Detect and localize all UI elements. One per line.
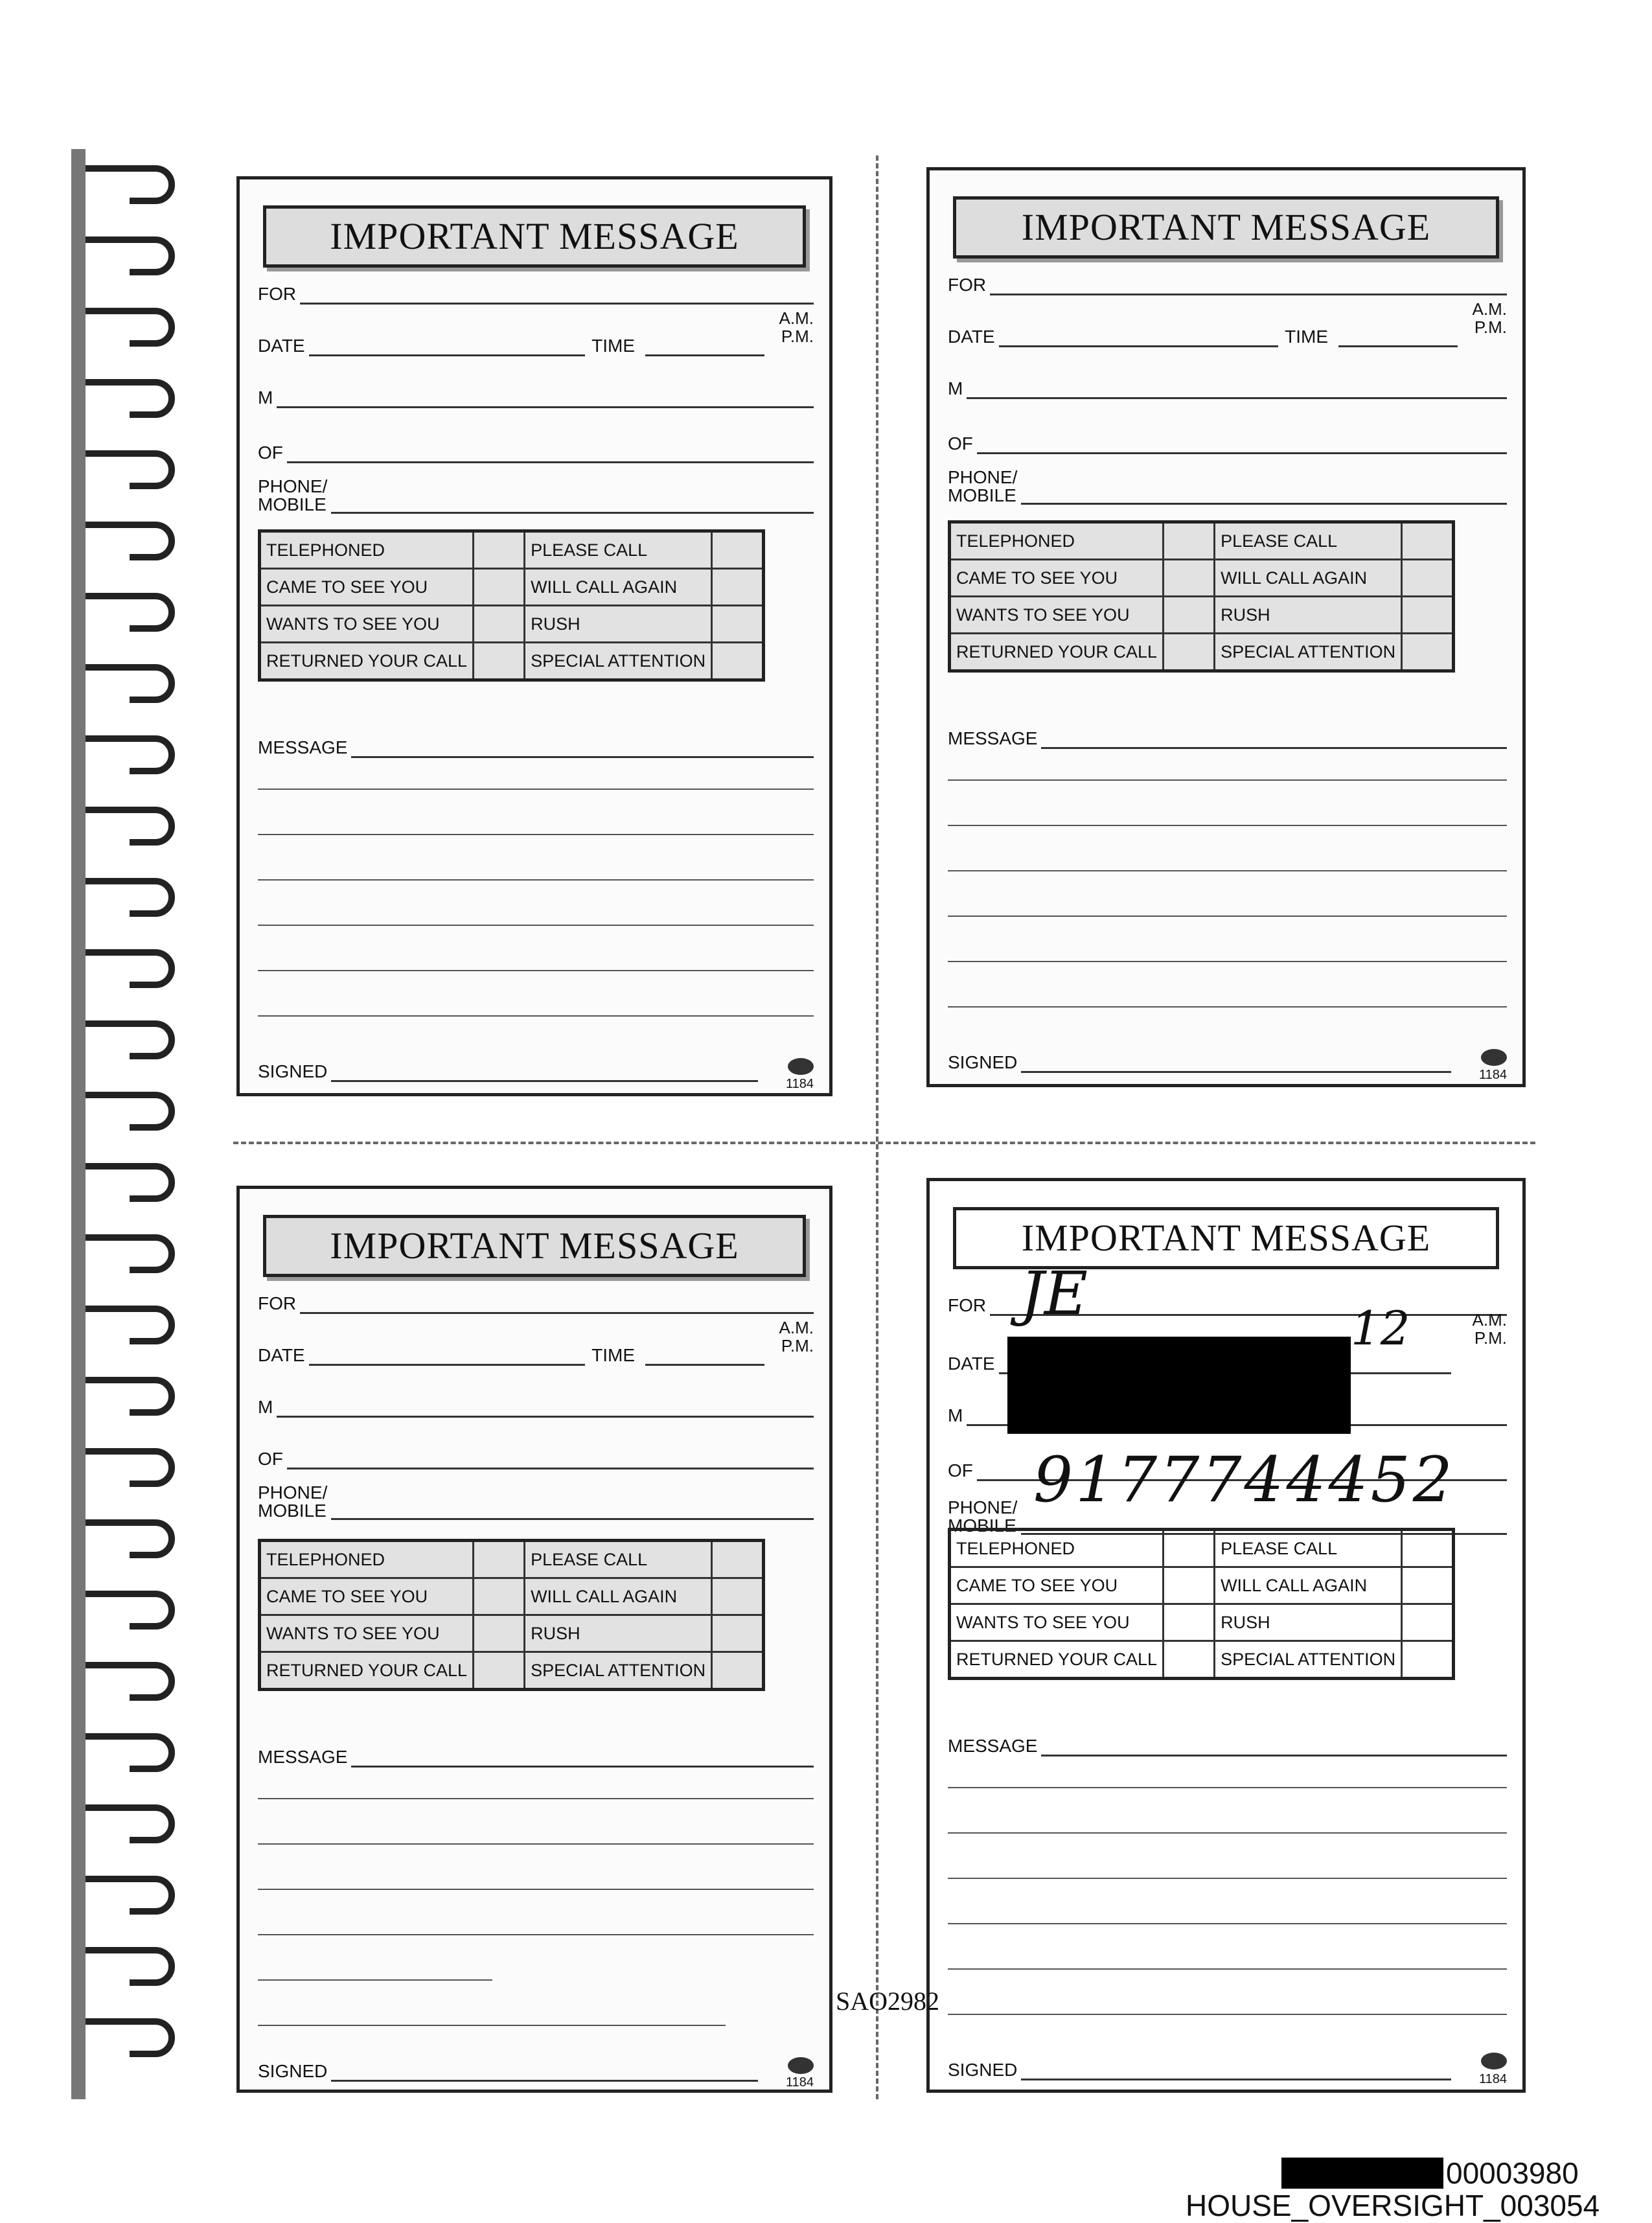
message-slip-bottom-left [236,1186,832,2093]
checkbox[interactable] [1402,634,1454,671]
form-code: 1184 [785,1077,814,1091]
signed-field: SIGNED [948,1052,1451,1073]
am-pm: A.M. P.M. [779,308,814,346]
checkbox[interactable] [1402,1641,1454,1679]
checkbox[interactable] [1402,560,1454,597]
checkbox[interactable] [712,1652,764,1690]
checkbox[interactable] [474,606,525,643]
of-field: OF [948,1460,1507,1481]
printer-logo-icon [788,2057,814,2074]
time-line [641,335,764,356]
handwritten-phone-number: 9177744452 [1033,1444,1455,1516]
printer-logo-icon [1481,1049,1507,1066]
signed-field: SIGNED [258,2060,758,2082]
status-checklist: TELEPHONED PLEASE CALL CAME TO SEE YOU WILL CALL AGAIN WANTS TO SEE YOU RUSH RETURNED YOUR CALL SPECIAL ATTENTION [258,1539,765,1691]
am-pm: A.M. P.M. [1472,1310,1507,1348]
signed-field: SIGNED [258,1061,758,1082]
checkbox[interactable] [474,569,525,606]
message-field: MESSAGE [948,728,1507,749]
tear-line-horizontal [233,1142,1535,1144]
checkbox[interactable] [712,531,764,569]
phone-field: PHONE/ MOBILE [258,478,814,514]
message-slip-bottom-right [926,1178,1526,2093]
of-field: OF [948,433,1507,454]
checkbox[interactable] [1164,634,1215,671]
time-line [641,1344,764,1366]
checkbox[interactable] [712,1578,764,1615]
slip-banner: IMPORTANT MESSAGE [263,1215,806,1277]
form-code: 1184 [785,2075,814,2090]
checkbox[interactable] [712,1541,764,1578]
checkbox[interactable] [474,1652,525,1690]
message-field: MESSAGE [948,1735,1507,1757]
slip-banner: IMPORTANT MESSAGE [263,205,806,268]
for-field: FOR [258,1293,814,1314]
checkbox[interactable] [1164,1567,1215,1604]
form-code: 1184 [1478,1068,1507,1082]
checkbox[interactable] [474,1578,525,1615]
status-checklist: TELEPHONED PLEASE CALL CAME TO SEE YOU WILL CALL AGAIN WANTS TO SEE YOU RUSH RETURNED YOUR CALL SPECIAL ATTENTION [948,1528,1455,1680]
checkbox[interactable] [474,643,525,680]
form-code: 1184 [1478,2072,1507,2086]
redaction-box [1007,1337,1351,1434]
oversight-id: HOUSE_OVERSIGHT_003054 [1186,2189,1600,2222]
checkbox[interactable] [1164,1604,1215,1641]
checkbox[interactable] [1402,1604,1454,1641]
for-field: FOR [948,274,1507,295]
slip-banner: IMPORTANT MESSAGE [953,196,1499,259]
m-field: M [948,378,1507,399]
date-field: DATE [948,1353,1451,1374]
checkbox[interactable] [712,643,764,680]
message-slip-top-left [236,176,832,1096]
checkbox[interactable] [1402,522,1454,560]
message-field: MESSAGE [258,737,814,758]
of-field: OF [258,442,814,463]
checkbox[interactable] [474,1541,525,1578]
m-field: M [258,1396,814,1418]
for-field: FOR [258,283,814,305]
status-checklist: TELEPHONED PLEASE CALL CAME TO SEE YOU WILL CALL AGAIN WANTS TO SEE YOU RUSH RETURNED YOUR CALL SPECIAL ATTENTION [948,520,1455,673]
date-field: DATE TIME [258,1345,635,1365]
m-field: M [258,387,814,408]
handwritten-time: 12 [1351,1301,1410,1355]
printer-logo-icon [788,1058,814,1075]
message-field: MESSAGE [258,1746,814,1768]
phone-field: PHONE/ MOBILE [948,1499,1507,1535]
time-line [1335,326,1458,347]
slip-banner: IMPORTANT MESSAGE [953,1207,1499,1269]
am-pm: A.M. P.M. [1472,299,1507,337]
tear-line-vertical [876,155,878,2099]
am-pm: A.M. P.M. [779,1318,814,1355]
checkbox[interactable] [1402,1567,1454,1604]
date-field: DATE TIME [258,336,635,356]
status-checklist: TELEPHONED PLEASE CALL CAME TO SEE YOU WILL CALL AGAIN WANTS TO SEE YOU RUSH RETURNED YOUR CALL SPECIAL ATTENTION [258,529,765,682]
message-slip-top-right [926,167,1526,1087]
checkbox[interactable] [1164,522,1215,560]
checkbox[interactable] [474,531,525,569]
phone-field: PHONE/ MOBILE [948,468,1507,505]
checkbox[interactable] [1164,597,1215,634]
printer-logo-icon [1481,2053,1507,2069]
of-field: OF [258,1448,814,1469]
handwritten-for-initials: JE [1020,1259,1088,1328]
checkbox[interactable] [1164,560,1215,597]
m-field: M [948,1405,1507,1426]
for-field: FOR [948,1295,1507,1316]
footer-redaction-box [1281,2158,1443,2189]
checkbox[interactable] [712,606,764,643]
checkbox[interactable] [1402,597,1454,634]
date-field: DATE TIME [948,327,1328,347]
checkbox[interactable] [1402,1530,1454,1567]
bates-number: 00003980 [1446,2156,1579,2190]
spiral-binding [71,149,201,2099]
checkbox[interactable] [712,569,764,606]
signed-field: SIGNED [948,2059,1451,2080]
checkbox[interactable] [712,1615,764,1652]
phone-field: PHONE/ MOBILE [258,1484,814,1520]
checkbox[interactable] [474,1615,525,1652]
checkbox[interactable] [1164,1641,1215,1679]
checkbox[interactable] [1164,1530,1215,1567]
document-stamp: SAO2982 [836,1987,940,2016]
